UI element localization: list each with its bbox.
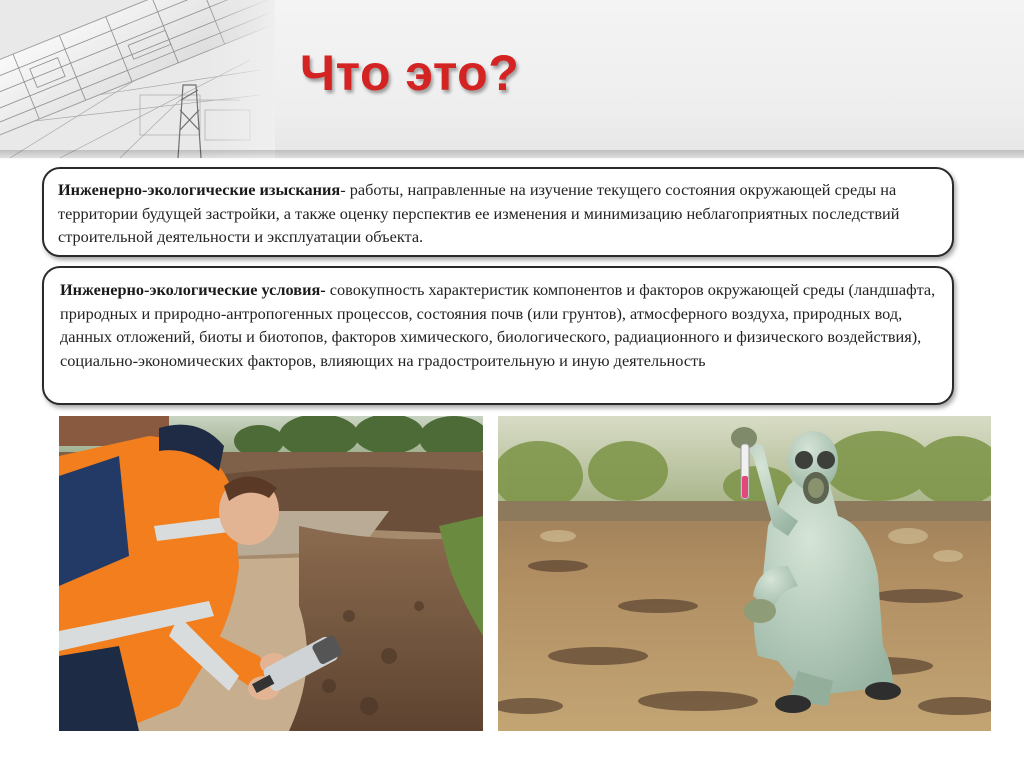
header-banner <box>0 0 1024 158</box>
definition-term: Инженерно-экологические условия- <box>60 280 326 299</box>
definition-box-conditions <box>42 266 954 405</box>
slide-title: Что это? <box>300 45 520 101</box>
definition-term: Инженерно-экологические изыскания <box>58 180 341 199</box>
header-shadow <box>0 150 1024 160</box>
definition-text: совокупность характеристик компонентов и факторов окружающей среды (ландшафта, природных и природно-антропогенных процессов, состояния почв (или грунтов), атмосферного воздуха, природных вод, данных отложений, биоты и биотопов, факторов химического, биологического, радиационного и физического воздействия), социально-экономических факторов, влияющих на градостроительную и иную деятельность <box>60 280 936 370</box>
photo-hazmat-sampling <box>498 416 991 731</box>
definition-box-surveys <box>42 167 954 257</box>
definition-text: - работы, направленные на изучение текущего состояния окружающей среды на территории будущей застройки, а также оценку перспектив ее изменения и минимизацию неблагоприятных последствий строительной деятельности и эксплуатации объекта. <box>58 180 900 246</box>
blueprint-decoration <box>0 0 275 158</box>
photo-soil-survey-worker <box>59 416 483 731</box>
